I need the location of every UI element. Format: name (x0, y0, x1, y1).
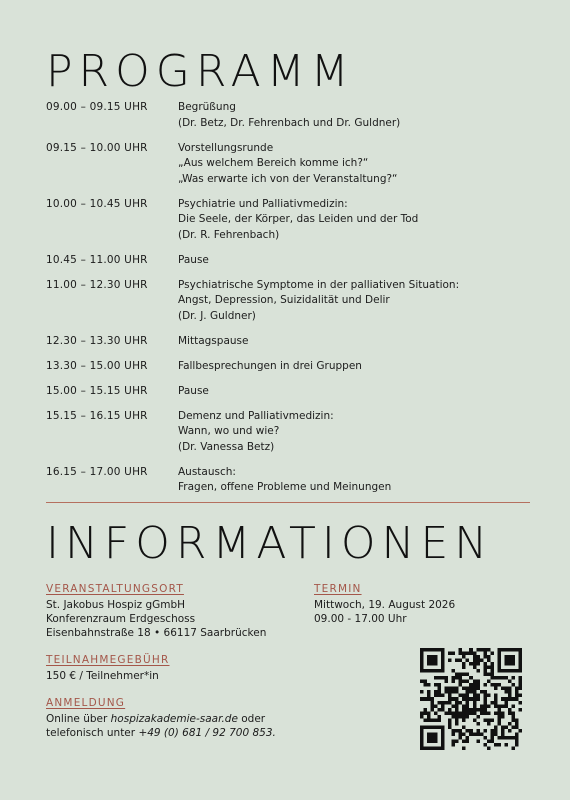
informationen-title: INFORMATIONEN (46, 518, 494, 569)
schedule-line: (Dr. R. Fehrenbach) (178, 228, 280, 241)
schedule-time: 09.15 – 10.00 UHR (46, 141, 148, 154)
schedule-description (178, 359, 536, 375)
anmeldung-text: oder (237, 713, 266, 725)
schedule-description (178, 384, 536, 400)
schedule-time: 10.00 – 10.45 UHR (46, 197, 148, 210)
anmeldung-text: Online über (46, 713, 111, 725)
schedule-item (46, 359, 536, 375)
schedule-line: Fragen, offene Probleme und Meinungen (178, 481, 392, 493)
anmeldung-text: telefonisch unter (46, 727, 139, 739)
schedule-time: 09.00 – 09.15 UHR (46, 101, 148, 113)
anmeldung-details (46, 712, 306, 740)
schedule-description (178, 141, 536, 188)
info-right-column (314, 583, 514, 640)
programm-title: PROGRAMM (46, 46, 355, 97)
schedule-line: Angst, Depression, Suizidalität und Delir (178, 294, 390, 306)
schedule-item (46, 384, 536, 400)
schedule-description (178, 253, 536, 269)
termin-date: Mittwoch, 19. August 2026 (314, 599, 456, 611)
schedule-line: (Dr. Vanessa Betz) (178, 440, 275, 453)
schedule-item (46, 465, 536, 496)
schedule-description (178, 409, 536, 456)
fee-line: 150 € / Teilnehmer*in (46, 670, 159, 682)
schedule-time: 16.15 – 17.00 UHR (46, 465, 148, 478)
schedule-item (46, 253, 536, 269)
schedule-line: Pause (178, 384, 209, 397)
schedule-line: Demenz und Palliativmedizin: (178, 409, 334, 422)
website-link[interactable]: hospizakademie-saar.de (110, 713, 238, 725)
schedule-time: 15.15 – 16.15 UHR (46, 409, 148, 422)
schedule-item (46, 100, 536, 131)
veranstaltungsort-details (46, 598, 306, 640)
termin-time: 09.00 - 17.00 Uhr (314, 613, 407, 625)
info-left-column (46, 583, 306, 754)
schedule-description (178, 334, 536, 350)
schedule-time: 11.00 – 12.30 UHR (46, 278, 148, 291)
schedule-time: 13.30 – 15.00 UHR (46, 359, 148, 372)
address-line: Konferenzraum Erdgeschoss (46, 613, 196, 625)
schedule-item (46, 141, 536, 188)
schedule-line: Psychiatrie und Palliativmedizin: (178, 197, 348, 210)
schedule-line: Psychiatrische Symptome in der palliativen Situation: (178, 278, 460, 291)
anmeldung-heading: ANMELDUNG (46, 697, 126, 709)
termin-details (314, 598, 514, 626)
schedule-time: 10.45 – 11.00 UHR (46, 253, 148, 266)
schedule-description (178, 278, 536, 325)
schedule-line: Wann, wo und wie? (178, 425, 280, 437)
termin-heading: TERMIN (314, 583, 362, 595)
schedule-description (178, 100, 536, 131)
schedule-description (178, 197, 536, 244)
schedule-line: Austausch: (178, 465, 236, 478)
teilnahmegebuehr-heading: TEILNAHMEGEBÜHR (46, 654, 170, 666)
schedule-line: (Dr. Betz, Dr. Fehrenbach und Dr. Guldner) (178, 116, 401, 129)
schedule-line: (Dr. J. Guldner) (178, 309, 256, 322)
phone-number[interactable]: +49 (0) 681 / 92 700 853. (138, 727, 276, 739)
address-line: Eisenbahnstraße 18 • 66117 Saarbrücken (46, 627, 267, 639)
schedule-line: Die Seele, der Körper, das Leiden und der Tod (178, 213, 419, 225)
schedule-line: Mittagspause (178, 334, 249, 347)
schedule-line: Vorstellungsrunde (178, 141, 274, 154)
schedule-item (46, 334, 536, 350)
schedule-time: 12.30 – 13.30 UHR (46, 334, 148, 347)
schedule-item (46, 409, 536, 456)
schedule-line: Pause (178, 253, 209, 266)
schedule-description (178, 465, 536, 496)
schedule-item (46, 197, 536, 244)
schedule-time: 15.00 – 15.15 UHR (46, 384, 148, 397)
schedule-line: „Was erwarte ich von der Veranstaltung?“ (178, 172, 398, 185)
schedule-line: Begrüßung (178, 101, 236, 113)
veranstaltungsort-heading: VERANSTALTUNGSORT (46, 583, 184, 595)
address-line: St. Jakobus Hospiz gGmbH (46, 599, 186, 611)
teilnahmegebuehr-details (46, 669, 306, 683)
schedule-list (46, 100, 536, 505)
anmeldung-line-online (46, 712, 306, 726)
anmeldung-line-phone (46, 726, 306, 740)
schedule-line: „Aus welchem Bereich komme ich?“ (178, 157, 369, 169)
schedule-line: Fallbesprechungen in drei Gruppen (178, 359, 362, 372)
section-divider (46, 502, 530, 503)
schedule-item (46, 278, 536, 325)
qr-code-icon[interactable] (420, 648, 522, 750)
